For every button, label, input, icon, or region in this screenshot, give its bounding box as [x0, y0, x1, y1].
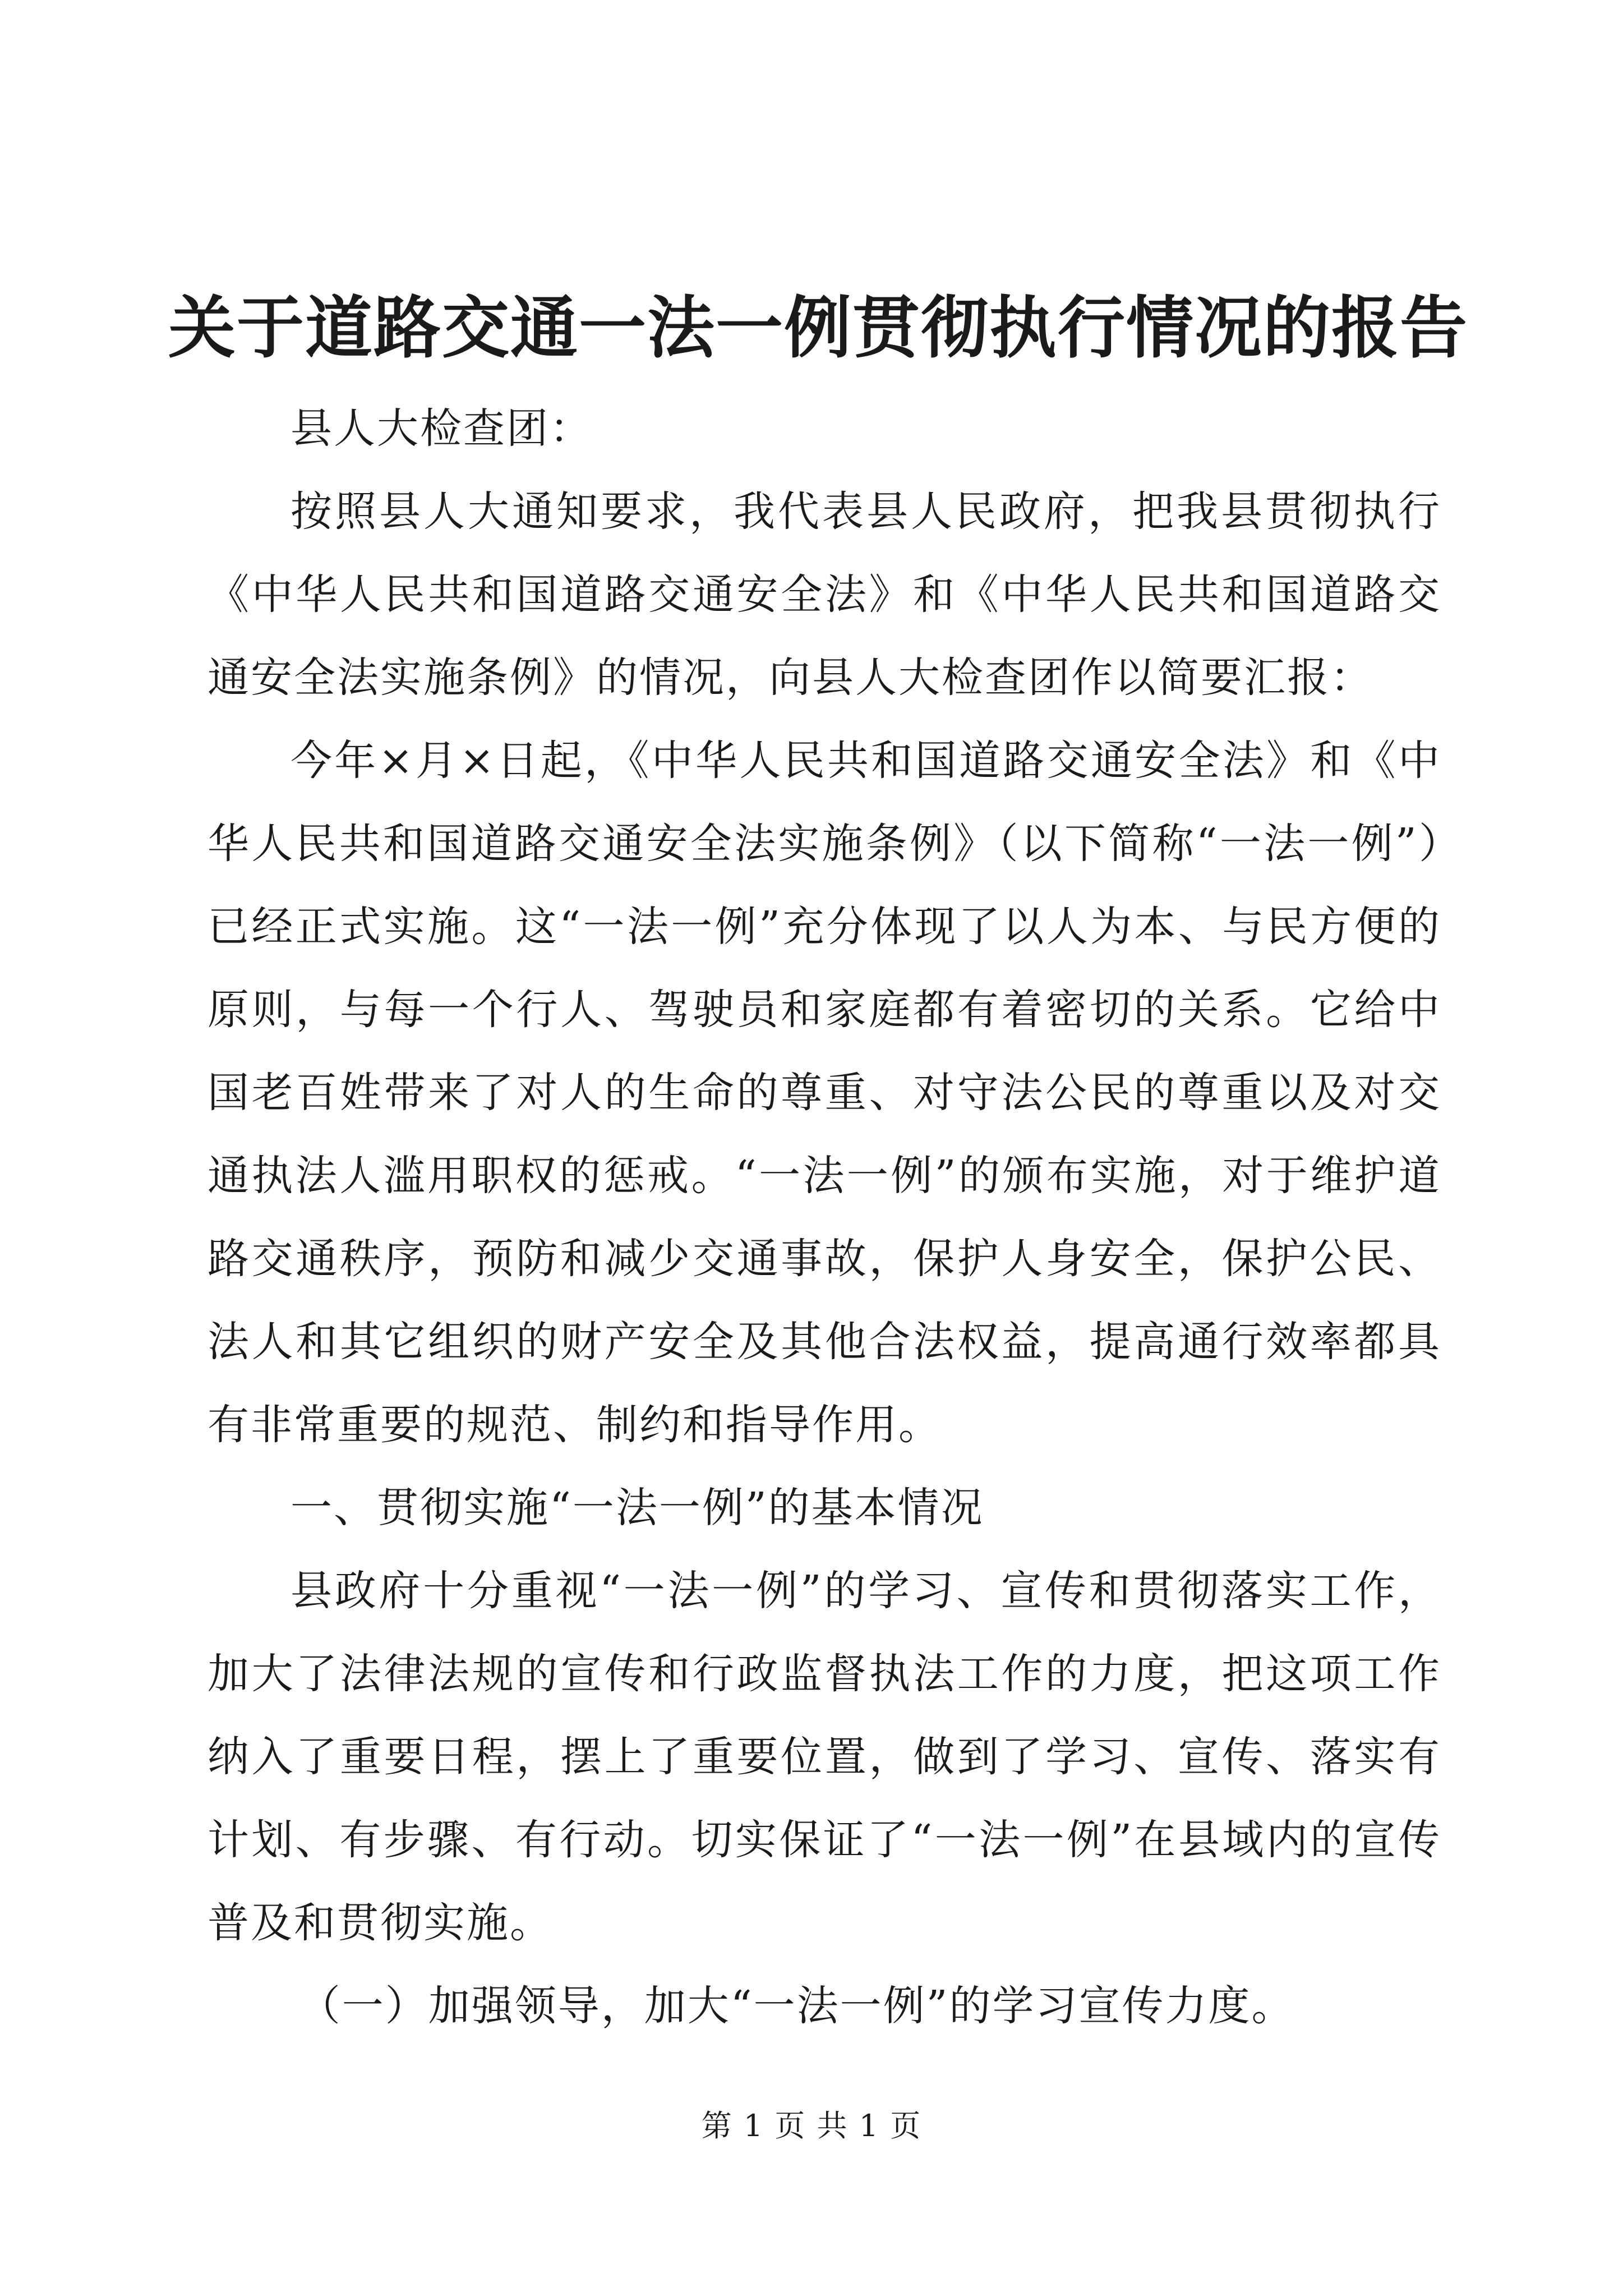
document-body	[208, 387, 1441, 2047]
salutation: 县人大检查团：	[291, 404, 593, 453]
document-title: 关于道路交通一法一例贯彻执行情况的报告	[168, 288, 1468, 367]
section-heading: 一、贯彻实施“一法一例”的基本情况	[291, 1484, 984, 1532]
page-footer: 第 1 页 共 1 页	[701, 2108, 922, 2143]
subsection-heading: （一）加强领导，加大“一法一例”的学习宣传力度。	[298, 1982, 1295, 2030]
paragraph-background: 今年×月×日起，《中华人民共和国道路交通安全法》和《中华人民共和国道路交通安全法实施条例》（以下简称“一法一例”）已经正式实施。这“一法一例”充分体现了以人为本、与民方便的原则，与每一个行人、驾驶员和家庭都有着密切的关系。它给中国老百姓带来了对人的生命的尊重、对守法公民的尊重以及对交通执法人滥用职权的惩戒。“一法一例”的颁布实施，对于维护道路交通秩序，预防和减少交通事故，保护人身安全，保护公民、法人和其它组织的财产安全及其他合法权益，提高通行效率都具有非常重要的规范、制约和指导作用。	[208, 737, 1441, 1449]
paragraph-intro: 按照县人大通知要求，我代表县人民政府，把我县贯彻执行《中华人民共和国道路交通安全法》和《中华人民共和国道路交通安全法实施条例》的情况，向县人大检查团作以简要汇报：	[208, 487, 1441, 702]
section-paragraph: 县政府十分重视“一法一例”的学习、宣传和贯彻落实工作，加大了法律法规的宣传和行政监督执法工作的力度，把这项工作纳入了重要日程，摆上了重要位置，做到了学习、宣传、落实有计划、有步骤、有行动。切实保证了“一法一例”在县域内的宣传普及和贯彻实施。	[208, 1567, 1441, 1947]
